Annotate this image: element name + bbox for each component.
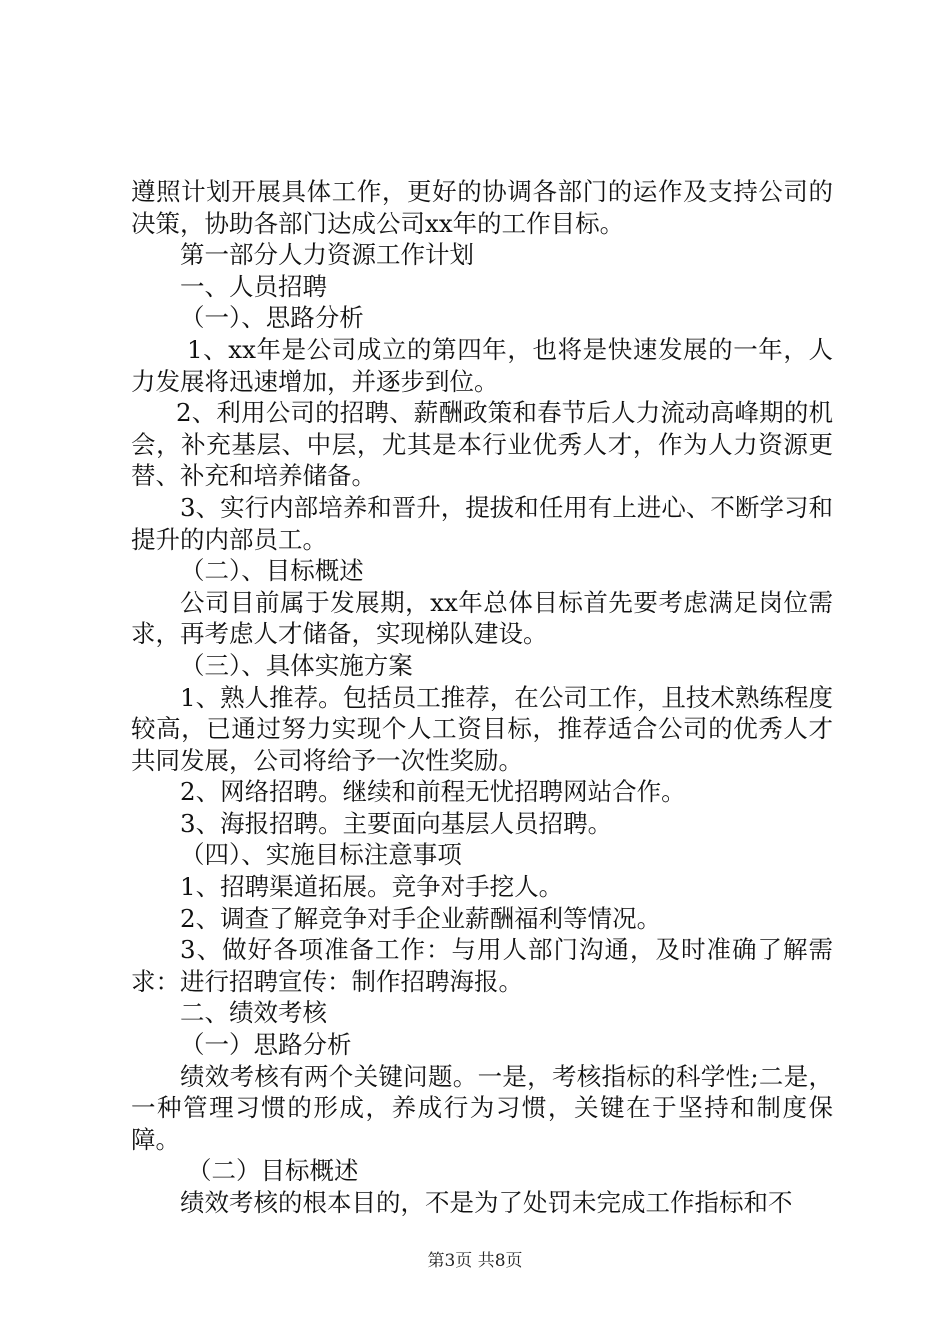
paragraph: 1、xx年是公司成立的第四年，也将是快速发展的一年，人力发展将迅速增加，并逐步到位。 — [131, 334, 833, 396]
paragraph: 1、招聘渠道拓展。竞争对手挖人。 — [180, 872, 564, 902]
paragraph: 绩效考核的根本目的，不是为了处罚未完成工作指标和不 — [180, 1188, 793, 1217]
paragraph: 遵照计划开展具体工作，更好的协调各部门的运作及支持公司的决策，协助各部门达成公司xx年的工作目标。 — [131, 177, 833, 238]
paragraph: 二、绩效考核 — [180, 998, 327, 1028]
paragraph: 3、实行内部培养和晋升，提拔和任用有上进心、不断学习和提升的内部员工。 — [131, 492, 833, 554]
paragraph: （四）、实施目标注意事项 — [180, 840, 462, 870]
paragraph: 公司目前属于发展期，xx年总体目标首先要考虑满足岗位需求，再考虑人才储备，实现梯队建设。 — [131, 587, 833, 649]
paragraph: 一、人员招聘 — [180, 271, 327, 301]
paragraph: （一）思路分析 — [180, 1030, 352, 1060]
paragraph: 2、网络招聘。继续和前程无忧招聘网站合作。 — [180, 777, 686, 807]
paragraph: 3、做好各项准备工作：与用人部门沟通，及时准确了解需求：进行招聘宣传：制作招聘海报。 — [131, 935, 833, 996]
paragraph: 第一部分人力资源工作计划 — [180, 240, 474, 270]
paragraph: （三）、具体实施方案 — [180, 650, 413, 680]
document-body — [131, 176, 833, 1219]
paragraph: 2、利用公司的招聘、薪酬政策和春节后人力流动高峰期的机会，补充基层、中层，尤其是本行业优秀人才，作为人力资源更替、补充和培养储备。 — [131, 398, 833, 491]
paragraph: （二）、目标概述 — [180, 556, 364, 586]
paragraph: 2、调查了解竞争对手企业薪酬福利等情况。 — [180, 903, 662, 933]
paragraph: 1、熟人推荐。包括员工推荐，在公司工作，且技术熟练程度较高，已通过努力实现个人工资目标，推荐适合公司的优秀人才共同发展，公司将给予一次性奖励。 — [131, 682, 833, 775]
page-footer: 第3页 共8页 — [427, 1251, 523, 1271]
paragraph: 3、海报招聘。主要面向基层人员招聘。 — [180, 808, 613, 838]
paragraph: 绩效考核有两个关键问题。一是，考核指标的科学性;二是，一种管理习惯的形成，养成行为习惯，关键在于坚持和制度保障。 — [131, 1061, 833, 1154]
paragraph: （一）、思路分析 — [180, 303, 364, 333]
paragraph: （二）目标概述 — [187, 1156, 359, 1186]
